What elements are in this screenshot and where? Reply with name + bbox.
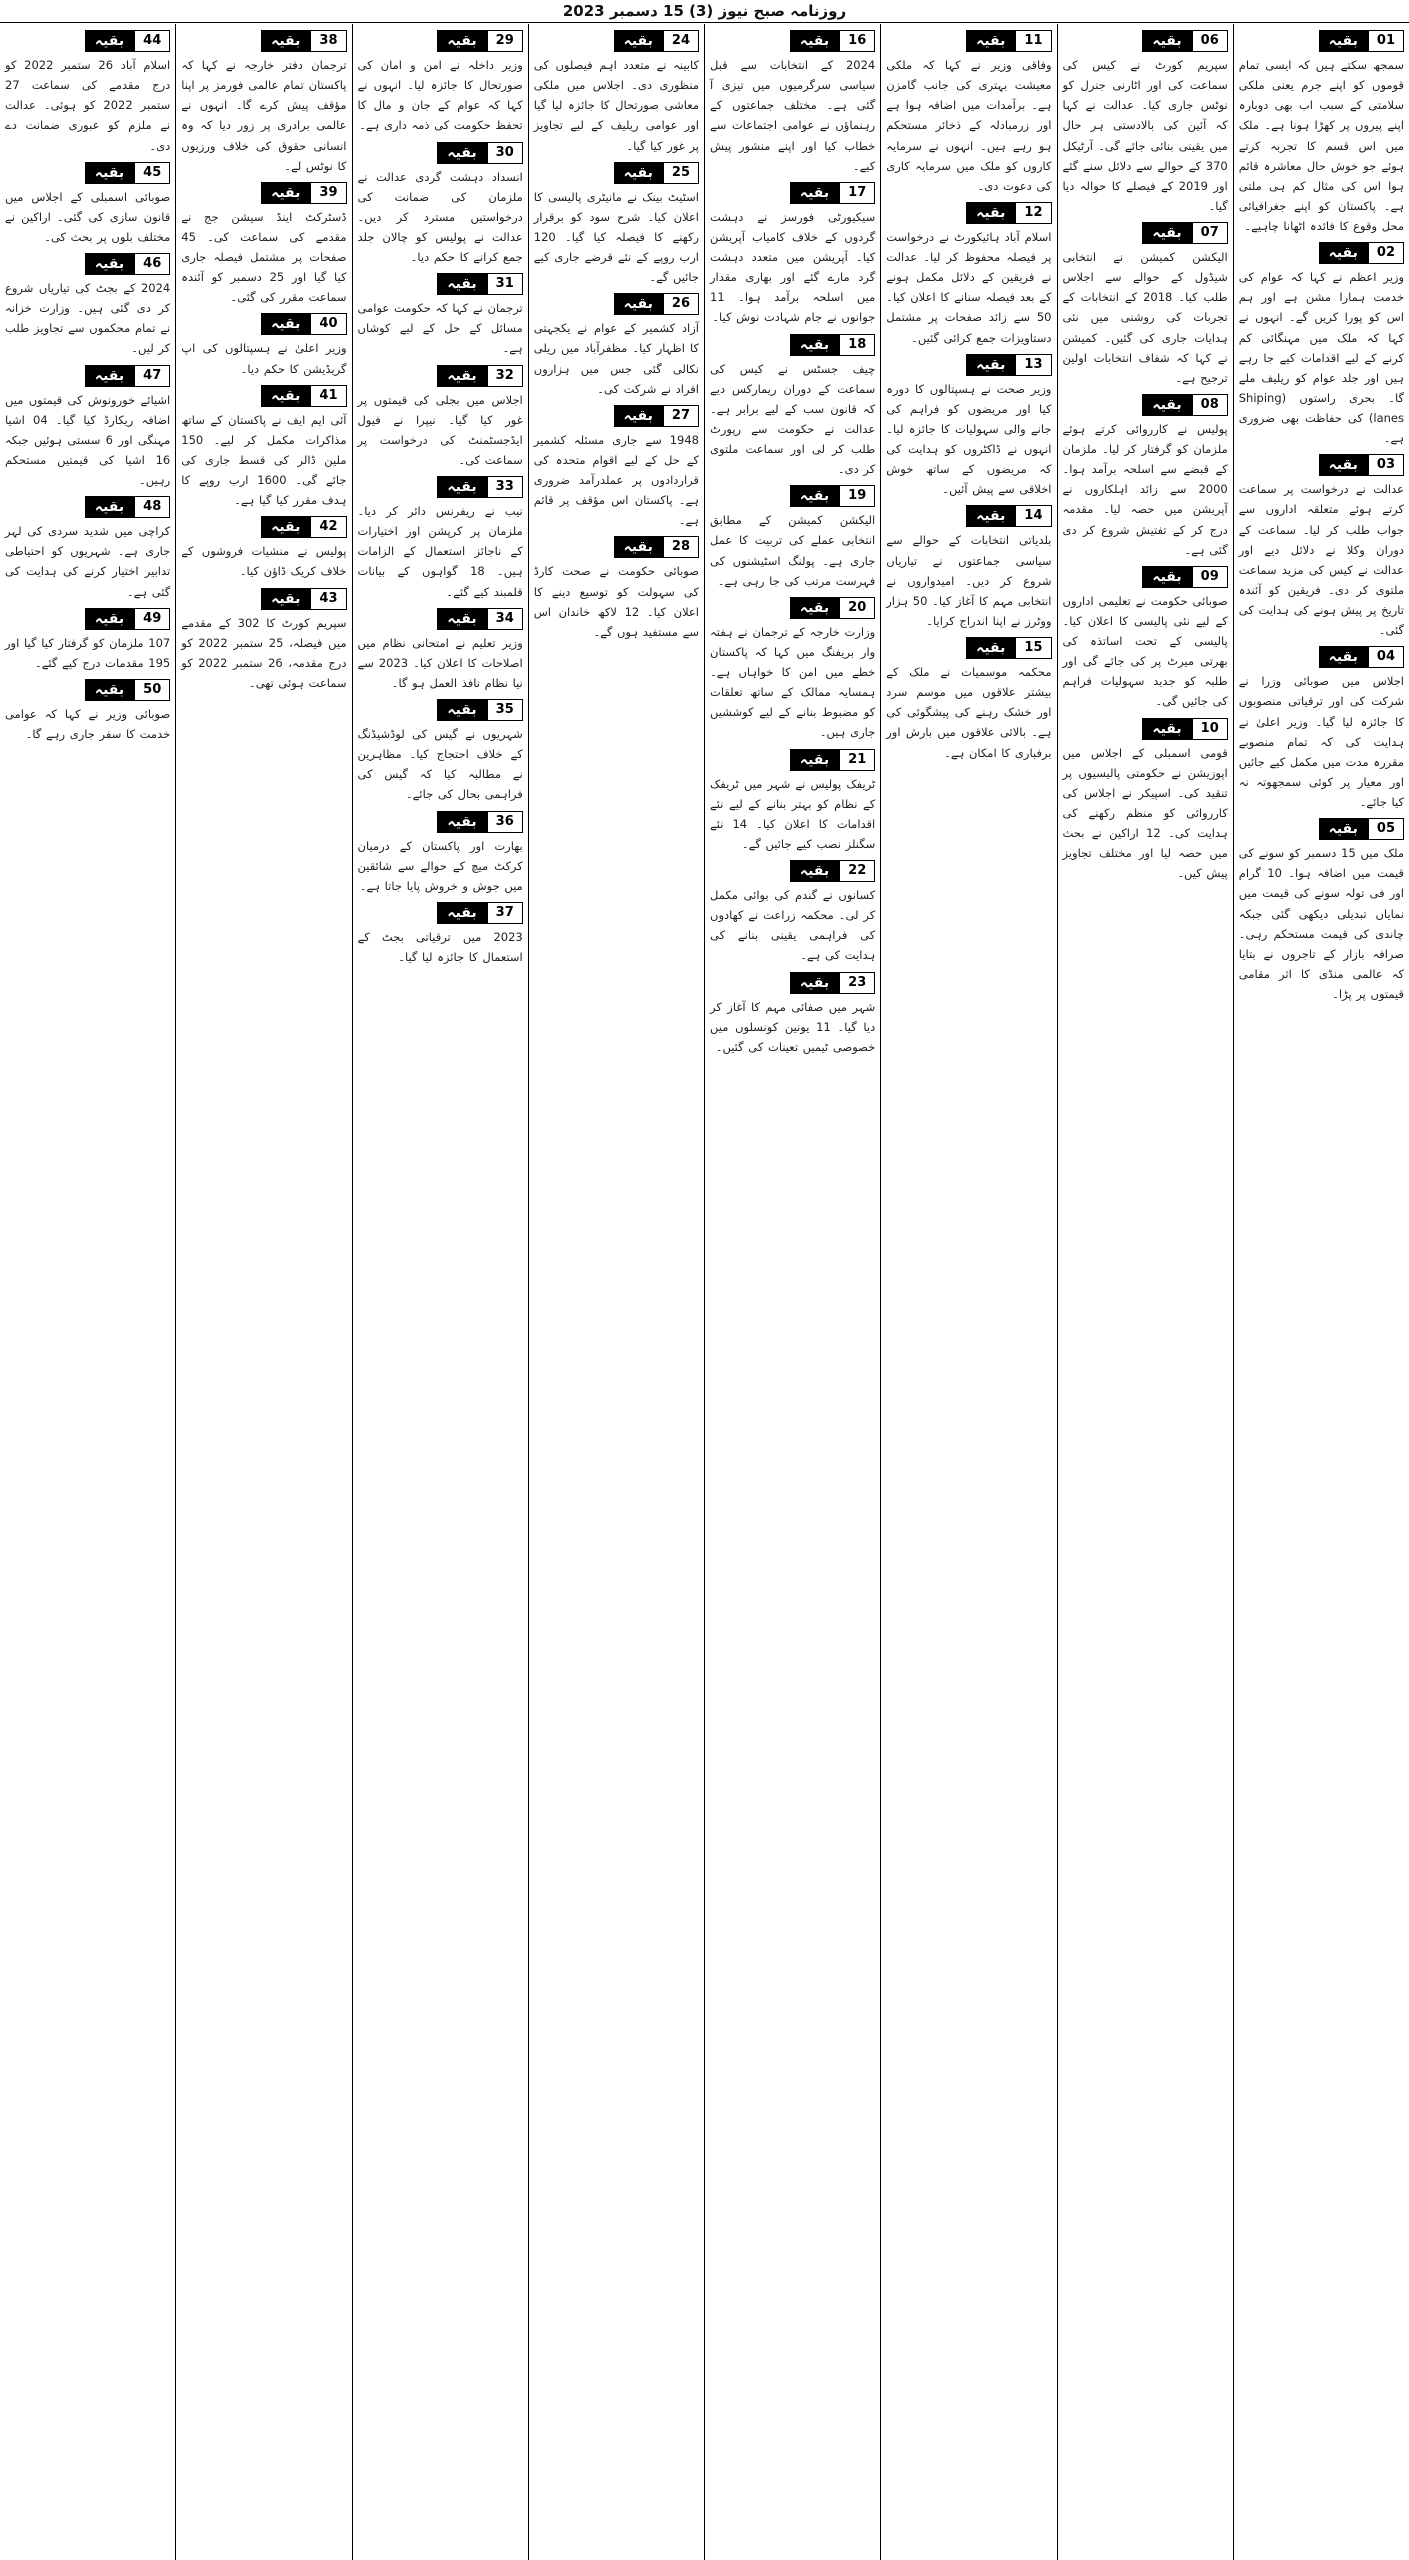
continuation-header <box>5 162 170 184</box>
continuation-header <box>358 365 523 387</box>
continuation-header <box>886 30 1051 52</box>
continuation-text: اجلاس میں بجلی کی قیمتوں پر غور کیا گیا۔ نیپرا نے فیول ایڈجسٹمنٹ کی درخواست پر سماعت کی۔ <box>357 392 523 467</box>
continuation-header <box>886 354 1051 376</box>
baqiya-label: بقیہ <box>437 699 486 721</box>
continuation-block <box>1239 30 1404 236</box>
newspaper-page <box>0 24 1409 2560</box>
continuation-number: 12 <box>1015 202 1051 224</box>
continuation-block <box>181 313 346 378</box>
continuation-block <box>710 972 875 1057</box>
baqiya-label: بقیہ <box>1142 30 1191 52</box>
continuation-number: 11 <box>1015 30 1051 52</box>
baqiya-label: بقیہ <box>437 811 486 833</box>
continuation-number: 40 <box>310 313 346 335</box>
continuation-header <box>1063 566 1228 588</box>
continuation-number: 32 <box>487 365 523 387</box>
continuation-block <box>358 608 523 693</box>
continuation-block <box>181 30 346 176</box>
continuation-block <box>358 476 523 602</box>
continuation-block <box>181 588 346 694</box>
baqiya-label: بقیہ <box>966 505 1015 527</box>
baqiya-label: بقیہ <box>437 30 486 52</box>
continuation-number: 19 <box>839 485 875 507</box>
baqiya-label: بقیہ <box>261 588 310 610</box>
continuation-header <box>710 860 875 882</box>
continuation-text: انسداد دہشت گردی عدالت نے ملزمان کی ضمانت کی درخواستیں مسترد کر دیں۔ عدالت نے پولیس کو چالان جلد جمع کرانے کا حکم دیا۔ <box>357 169 523 264</box>
continuation-text: 1948 سے جاری مسئلہ کشمیر کے حل کے لیے اقوام متحدہ کی قراردادوں پر عملدرآمد ضروری ہے۔ پاکستان اس مؤقف پر قائم ہے۔ <box>533 432 699 528</box>
continuation-block <box>710 597 875 743</box>
continuation-number: 09 <box>1192 566 1228 588</box>
continuation-block <box>5 162 170 247</box>
baqiya-label: بقیہ <box>614 293 663 315</box>
news-column <box>528 24 704 2560</box>
continuation-header <box>5 608 170 630</box>
continuation-number: 24 <box>663 30 699 52</box>
news-column <box>880 24 1056 2560</box>
continuation-number: 21 <box>839 749 875 771</box>
continuation-block <box>886 202 1051 348</box>
baqiya-label: بقیہ <box>261 182 310 204</box>
baqiya-label: بقیہ <box>261 30 310 52</box>
news-column <box>0 24 175 2560</box>
continuation-block <box>886 637 1051 763</box>
continuation-header <box>5 679 170 701</box>
continuation-header <box>5 253 170 275</box>
continuation-header <box>358 811 523 833</box>
baqiya-label: بقیہ <box>614 30 663 52</box>
continuation-block <box>710 860 875 966</box>
page-masthead: روزنامہ صبح نیوز (3) 15 دسمبر 2023 <box>0 0 1409 23</box>
continuation-number: 35 <box>487 699 523 721</box>
baqiya-label: بقیہ <box>790 972 839 994</box>
continuation-header <box>181 30 346 52</box>
baqiya-label: بقیہ <box>1319 242 1368 264</box>
continuation-text: ترجمان دفتر خارجہ نے کہا کہ پاکستان تمام عالمی فورمز پر اپنا مؤقف پیش کرے گا۔ انہوں نے عالمی برادری پر زور دیا کہ وہ انسانی حقوق کی خلاف ورزیوں کا نوٹس لے۔ <box>181 58 347 173</box>
baqiya-label: بقیہ <box>85 365 134 387</box>
continuation-header <box>181 588 346 610</box>
continuation-number: 47 <box>134 365 170 387</box>
baqiya-label: بقیہ <box>437 273 486 295</box>
continuation-block <box>5 365 170 491</box>
continuation-block <box>710 30 875 176</box>
continuation-text: قومی اسمبلی کے اجلاس میں اپوزیشن نے حکومتی پالیسیوں پر تنقید کی۔ اسپیکر نے اجلاس کی کارروائی کو منظم رکھنے کی ہدایت کی۔ 12 اراکین نے بحث میں حصہ لیا اور مختلف تجاویز پیش کیں۔ <box>1062 745 1228 881</box>
continuation-number: 34 <box>487 608 523 630</box>
baqiya-label: بقیہ <box>1319 818 1368 840</box>
baqiya-label: بقیہ <box>85 162 134 184</box>
continuation-text: صوبائی اسمبلی کے اجلاس میں قانون سازی کی گئی۔ اراکین نے مختلف بلوں پر بحث کی۔ <box>5 189 171 244</box>
continuation-text: نیب نے ریفرنس دائر کر دیا۔ ملزمان پر کرپشن اور اختیارات کے ناجائز استعمال کے الزامات ہیں۔ 18 گواہوں کے بیانات قلمبند کیے گئے۔ <box>357 504 523 599</box>
continuation-text: وزیر اعلیٰ نے ہسپتالوں کی اپ گریڈیشن کا حکم دیا۔ <box>181 341 347 376</box>
continuation-header <box>181 516 346 538</box>
continuation-number: 44 <box>134 30 170 52</box>
continuation-number: 10 <box>1192 718 1228 740</box>
continuation-number: 31 <box>487 273 523 295</box>
continuation-text: اسٹیٹ بینک نے مانیٹری پالیسی کا اعلان کیا۔ شرح سود کو برقرار رکھنے کا فیصلہ کیا گیا۔ 120 ارب روپے کے نئے قرضے جاری کیے جائیں گے۔ <box>533 189 699 285</box>
baqiya-label: بقیہ <box>1142 222 1191 244</box>
continuation-header <box>1239 242 1404 264</box>
continuation-block <box>1239 646 1404 812</box>
baqiya-label: بقیہ <box>1142 566 1191 588</box>
baqiya-label: بقیہ <box>437 476 486 498</box>
continuation-header <box>1239 30 1404 52</box>
continuation-header <box>710 485 875 507</box>
continuation-block <box>5 30 170 156</box>
continuation-header <box>534 162 699 184</box>
baqiya-label: بقیہ <box>85 496 134 518</box>
baqiya-label: بقیہ <box>614 536 663 558</box>
continuation-number: 41 <box>310 385 346 407</box>
baqiya-label: بقیہ <box>1319 646 1368 668</box>
continuation-number: 33 <box>487 476 523 498</box>
baqiya-label: بقیہ <box>85 679 134 701</box>
continuation-text: 2023 میں ترقیاتی بجٹ کے استعمال کا جائزہ لیا گیا۔ <box>357 929 523 964</box>
continuation-text: آزاد کشمیر کے عوام نے یکجہتی کا اظہار کیا۔ مظفرآباد میں ریلی نکالی گئی جس میں ہزاروں افراد نے شرکت کی۔ <box>533 321 699 396</box>
continuation-text: چیف جسٹس نے کیس کی سماعت کے دوران ریمارکس دیے کہ قانون سب کے لیے برابر ہے۔ عدالت نے حکومت سے رپورٹ طلب کر لی اور سماعت ملتوی کر دی۔ <box>710 361 876 477</box>
baqiya-label: بقیہ <box>790 597 839 619</box>
continuation-block <box>534 536 699 642</box>
continuation-header <box>181 182 346 204</box>
continuation-header <box>1063 222 1228 244</box>
continuation-header <box>710 972 875 994</box>
baqiya-label: بقیہ <box>1142 718 1191 740</box>
news-column <box>704 24 880 2560</box>
continuation-text: ڈسٹرکٹ اینڈ سیشن جج نے مقدمے کی سماعت کی۔ 45 صفحات پر مشتمل فیصلہ جاری کیا گیا اور 25 دسمبر کو آئندہ سماعت مقرر کی گئی۔ <box>181 209 347 305</box>
continuation-text: ٹریفک پولیس نے شہر میں ٹریفک کے نظام کو بہتر بنانے کے لیے نئے اقدامات کا اعلان کیا۔ 14 نئے سگنلز نصب کیے جائیں گے۔ <box>710 776 876 851</box>
continuation-block <box>1239 242 1404 448</box>
continuation-header <box>358 30 523 52</box>
continuation-header <box>534 293 699 315</box>
continuation-text: ترجمان نے کہا کہ حکومت عوامی مسائل کے حل کے لیے کوشاں ہے۔ <box>357 301 523 356</box>
continuation-text: سیکیورٹی فورسز نے دہشت گردوں کے خلاف کامیاب آپریشن کیا۔ آپریشن میں متعدد دہشت گرد مارے گئے اور بھاری مقدار میں اسلحہ برآمد ہوا۔ 11 جوانوں نے جام شہادت نوش کیا۔ <box>710 209 876 325</box>
continuation-header <box>710 182 875 204</box>
continuation-header <box>1239 454 1404 476</box>
baqiya-label: بقیہ <box>85 30 134 52</box>
continuation-block <box>358 273 523 358</box>
continuation-text: وزیر داخلہ نے امن و امان کی صورتحال کا جائزہ لیا۔ انہوں نے کہا کہ عوام کے جان و مال کا تحفظ حکومت کی ذمہ داری ہے۔ <box>357 58 523 133</box>
continuation-text: بھارت اور پاکستان کے درمیان کرکٹ میچ کے حوالے سے شائقین میں جوش و خروش پایا جاتا ہے۔ <box>357 838 523 893</box>
baqiya-label: بقیہ <box>790 30 839 52</box>
continuation-block <box>534 30 699 156</box>
continuation-text: شہر میں صفائی مہم کا آغاز کر دیا گیا۔ 11 یونین کونسلوں میں خصوصی ٹیمیں تعینات کی گئیں۔ <box>710 999 876 1054</box>
continuation-header <box>1063 718 1228 740</box>
continuation-header <box>181 385 346 407</box>
continuation-number: 13 <box>1015 354 1051 376</box>
continuation-header <box>534 30 699 52</box>
baqiya-label: بقیہ <box>85 253 134 275</box>
continuation-block <box>181 516 346 581</box>
continuation-block <box>358 30 523 136</box>
continuation-header <box>1063 30 1228 52</box>
continuation-text: آئی ایم ایف نے پاکستان کے ساتھ مذاکرات مکمل کر لیے۔ 150 ملین ڈالر کی قسط جاری کی جائے گی۔ 1600 ارب روپے کا ہدف مقرر کیا گیا ہے۔ <box>181 412 347 508</box>
continuation-text: 2024 کے بجٹ کی تیاریاں شروع کر دی گئی ہیں۔ وزارت خزانہ نے تمام محکموں سے تجاویز طلب کر لیں۔ <box>5 281 171 356</box>
baqiya-label: بقیہ <box>85 608 134 630</box>
continuation-number: 45 <box>134 162 170 184</box>
continuation-block <box>534 293 699 399</box>
continuation-block <box>181 385 346 511</box>
continuation-block <box>886 354 1051 500</box>
continuation-text: عدالت نے درخواست پر سماعت کرتے ہوئے متعلقہ اداروں سے جواب طلب کر لیا۔ سماعت کے دوران وکلا نے دلائل دیے اور عدالت نے کیس کی مزید سماعت ملتوی کر دی۔ فریقین کو آئندہ تاریخ پر پیش ہونے کی ہدایت کی گئی۔ <box>1238 482 1404 638</box>
continuation-header <box>358 699 523 721</box>
continuation-number: 50 <box>134 679 170 701</box>
continuation-header <box>358 902 523 924</box>
news-column <box>175 24 351 2560</box>
continuation-header <box>181 313 346 335</box>
continuation-header <box>5 365 170 387</box>
continuation-number: 48 <box>134 496 170 518</box>
continuation-text: اجلاس میں صوبائی وزرا نے شرکت کی اور ترقیاتی منصوبوں کا جائزہ لیا گیا۔ وزیر اعلیٰ نے ہدایت کی کہ تمام منصوبے مقررہ مدت میں مکمل کیے جائیں اور معیار پر کوئی سمجھوتہ نہ کیا جائے۔ <box>1238 674 1404 809</box>
continuation-header <box>710 749 875 771</box>
continuation-number: 36 <box>487 811 523 833</box>
continuation-block <box>1063 222 1228 388</box>
baqiya-label: بقیہ <box>966 30 1015 52</box>
continuation-text: الیکشن کمیشن کے مطابق انتخابی عملے کی تربیت کا عمل جاری ہے۔ پولنگ اسٹیشنوں کی فہرست مرتب کی جا رہی ہے۔ <box>710 513 876 588</box>
news-column <box>1233 24 1409 2560</box>
continuation-block <box>1063 394 1228 560</box>
continuation-block <box>534 405 699 531</box>
continuation-block <box>5 608 170 673</box>
continuation-text: شہریوں نے گیس کی لوڈشیڈنگ کے خلاف احتجاج کیا۔ مظاہرین نے مطالبہ کیا کہ گیس کی فراہمی بحال کی جائے۔ <box>357 727 523 802</box>
continuation-block <box>1063 30 1228 216</box>
continuation-text: وفاقی وزیر نے کہا کہ ملکی معیشت بہتری کی جانب گامزن ہے۔ برآمدات میں اضافہ ہوا ہے اور زرمبادلہ کے ذخائر مستحکم ہو رہے ہیں۔ انہوں نے سرمایہ کاروں کو ملک میں سرمایہ کاری کی دعوت دی۔ <box>886 58 1052 193</box>
continuation-header <box>1239 818 1404 840</box>
baqiya-label: بقیہ <box>790 485 839 507</box>
continuation-text: وزیر اعظم نے کہا کہ عوام کی خدمت ہمارا مشن ہے اور ہم اس کو پورا کریں گے۔ انہوں نے کہا کہ ملک میں مہنگائی کم کرنے کے لیے اقدامات کیے جا رہے ہیں اور جلد عوام کو ریلیف ملے گا۔ بحری راستوں (Shiping lanes) کی حفاظت بھی ضروری ہے۔ <box>1238 270 1404 446</box>
continuation-block <box>5 679 170 744</box>
continuation-number: 43 <box>310 588 346 610</box>
continuation-number: 49 <box>134 608 170 630</box>
continuation-header <box>358 476 523 498</box>
continuation-text: سمجھ سکتے ہیں کہ ایسی تمام قوموں کو اپنے جرم یعنی ملکی سلامتی کے سبب اب بھی دوبارہ اپنے پیروں پر کھڑا ہونا ہے۔ ملک میں اس قسم کا تجربہ کرتے ہوئے جو خوش حال معاشرہ قائم ہوا اس کی مثال کم ہی ملتی ہے۔ پاکستان کو اپنے جغرافیائی محل وقوع کا فائدہ اٹھانا چاہیے۔ <box>1238 58 1404 233</box>
continuation-number: 27 <box>663 405 699 427</box>
baqiya-label: بقیہ <box>437 365 486 387</box>
baqiya-label: بقیہ <box>261 385 310 407</box>
continuation-text: 107 ملزمان کو گرفتار کیا گیا اور 195 مقدمات درج کیے گئے۔ <box>5 635 171 670</box>
continuation-block <box>534 162 699 288</box>
continuation-block <box>1239 818 1404 1004</box>
news-column <box>1057 24 1233 2560</box>
continuation-text: صوبائی وزیر نے کہا کہ عوامی خدمت کا سفر جاری رہے گا۔ <box>5 706 171 741</box>
continuation-text: وزیر صحت نے ہسپتالوں کا دورہ کیا اور مریضوں کو فراہم کی جانے والی سہولیات کا جائزہ لیا۔ انہوں نے ڈاکٹروں کو ہدایت کی کہ مریضوں کے ساتھ خوش اخلاقی سے پیش آئیں۔ <box>886 381 1052 497</box>
continuation-number: 25 <box>663 162 699 184</box>
continuation-number: 22 <box>839 860 875 882</box>
continuation-text: پولیس نے کارروائی کرتے ہوئے ملزمان کو گرفتار کر لیا۔ ملزمان کے قبضے سے اسلحہ برآمد ہوا۔ 2000 سے زائد اہلکاروں نے آپریشن میں حصہ لیا۔ مقدمہ درج کر کے تفتیش شروع کر دی گئی ہے۔ <box>1062 421 1228 557</box>
continuation-number: 02 <box>1368 242 1404 264</box>
continuation-header <box>358 608 523 630</box>
continuation-header <box>886 505 1051 527</box>
continuation-block <box>5 253 170 359</box>
continuation-header <box>886 202 1051 224</box>
continuation-header <box>1239 646 1404 668</box>
continuation-text: 2024 کے انتخابات سے قبل سیاسی سرگرمیوں میں تیزی آ گئی ہے۔ مختلف جماعتوں کے رہنماؤں نے عوامی اجتماعات سے خطاب کیا اور اپنے منشور پیش کیے۔ <box>710 58 876 173</box>
continuation-text: اسلام آباد ہائیکورٹ نے درخواست پر فیصلہ محفوظ کر لیا۔ عدالت نے فریقین کے دلائل مکمل ہونے کے بعد فیصلہ سنانے کا اعلان کیا۔ 50 سے زائد صفحات پر مشتمل دستاویزات جمع کرائی گئیں۔ <box>886 229 1052 345</box>
continuation-number: 17 <box>839 182 875 204</box>
continuation-header <box>710 30 875 52</box>
baqiya-label: بقیہ <box>790 182 839 204</box>
continuation-header <box>534 536 699 558</box>
news-column <box>352 24 528 2560</box>
continuation-number: 05 <box>1368 818 1404 840</box>
continuation-number: 18 <box>839 334 875 356</box>
continuation-text: بلدیاتی انتخابات کے حوالے سے سیاسی جماعتوں نے تیاریاں شروع کر دیں۔ امیدواروں نے انتخابی مہم کا آغاز کیا۔ 50 ہزار ووٹرز نے اپنا اندراج کرایا۔ <box>886 533 1052 628</box>
continuation-header <box>5 30 170 52</box>
continuation-number: 06 <box>1192 30 1228 52</box>
continuation-text: ملک میں 15 دسمبر کو سونے کی قیمت میں اضافہ ہوا۔ 10 گرام اور فی تولہ سونے کی قیمت میں نمایاں تبدیلی دیکھی گئی جبکہ چاندی کی قیمت مستحکم رہی۔ صرافہ بازار کے تاجروں نے بتایا کہ عالمی منڈی کا اثر مقامی قیمتوں پر پڑا۔ <box>1238 846 1404 1001</box>
continuation-header <box>710 334 875 356</box>
continuation-text: کسانوں نے گندم کی بوائی مکمل کر لی۔ محکمہ زراعت نے کھادوں کی فراہمی یقینی بنانے کی ہدایت کی ہے۔ <box>710 888 876 963</box>
continuation-number: 15 <box>1015 637 1051 659</box>
continuation-number: 23 <box>839 972 875 994</box>
continuation-number: 30 <box>487 142 523 164</box>
continuation-block <box>181 182 346 308</box>
continuation-number: 03 <box>1368 454 1404 476</box>
continuation-block <box>358 811 523 896</box>
continuation-number: 16 <box>839 30 875 52</box>
continuation-text: اسلام آباد 26 ستمبر 2022 کو درج مقدمے کی سماعت 27 ستمبر 2022 کو ہوئی۔ عدالت نے ملزم کو عبوری ضمانت دے دی۔ <box>5 58 171 153</box>
continuation-text: کراچی میں شدید سردی کی لہر جاری ہے۔ شہریوں کو احتیاطی تدابیر اختیار کرنے کی ہدایت کی گئی ہے۔ <box>5 524 171 599</box>
continuation-text: سپریم کورٹ نے کیس کی سماعت کی اور اٹارنی جنرل کو نوٹس جاری کیا۔ عدالت نے کہا کہ آئین کی بالادستی ہر حال میں یقینی بنائی جائے گی۔ آرٹیکل 370 کے حوالے سے دلائل سنے گئے اور 2019 کے فیصلے کا حوالہ دیا گیا۔ <box>1062 58 1228 213</box>
continuation-header <box>1063 394 1228 416</box>
continuation-header <box>358 273 523 295</box>
continuation-number: 07 <box>1192 222 1228 244</box>
baqiya-label: بقیہ <box>1319 454 1368 476</box>
baqiya-label: بقیہ <box>437 142 486 164</box>
continuation-text: وزیر تعلیم نے امتحانی نظام میں اصلاحات کا اعلان کیا۔ 2023 سے نیا نظام نافذ العمل ہو گا۔ <box>357 635 523 690</box>
continuation-block <box>710 485 875 591</box>
continuation-number: 14 <box>1015 505 1051 527</box>
continuation-block <box>358 699 523 805</box>
baqiya-label: بقیہ <box>790 334 839 356</box>
continuation-number: 46 <box>134 253 170 275</box>
continuation-block <box>358 365 523 471</box>
continuation-number: 26 <box>663 293 699 315</box>
continuation-block <box>710 182 875 328</box>
continuation-number: 37 <box>487 902 523 924</box>
continuation-number: 01 <box>1368 30 1404 52</box>
continuation-text: وزارت خارجہ کے ترجمان نے ہفتہ وار بریفنگ میں کہا کہ پاکستان خطے میں امن کا خواہاں ہے۔ ہمسایہ ممالک کے ساتھ تعلقات کو مضبوط بنانے کے لیے کوششیں جاری ہیں۔ <box>710 624 876 740</box>
baqiya-label: بقیہ <box>966 637 1015 659</box>
continuation-number: 28 <box>663 536 699 558</box>
continuation-text: کابینہ نے متعدد اہم فیصلوں کی منظوری دی۔ اجلاس میں ملکی معاشی صورتحال کا جائزہ لیا گیا اور عوامی ریلیف کے لیے تجاویز پر غور کیا گیا۔ <box>533 58 699 153</box>
baqiya-label: بقیہ <box>966 354 1015 376</box>
continuation-number: 04 <box>1368 646 1404 668</box>
continuation-block <box>886 30 1051 196</box>
continuation-text: الیکشن کمیشن نے انتخابی شیڈول کے حوالے سے اجلاس طلب کیا۔ 2018 کے انتخابات کے تجربات کی روشنی میں نئی ہدایات جاری کی گئیں۔ کمیشن نے کہا کہ شفاف انتخابات اولین ترجیح ہے۔ <box>1062 250 1228 385</box>
baqiya-label: بقیہ <box>614 405 663 427</box>
baqiya-label: بقیہ <box>1142 394 1191 416</box>
continuation-header <box>358 142 523 164</box>
continuation-number: 29 <box>487 30 523 52</box>
continuation-block <box>358 142 523 268</box>
continuation-number: 20 <box>839 597 875 619</box>
continuation-header <box>710 597 875 619</box>
continuation-text: محکمہ موسمیات نے ملک کے بیشتر علاقوں میں موسم سرد اور خشک رہنے کی پیشگوئی کی ہے۔ بالائی علاقوں میں بارش اور برفباری کا امکان ہے۔ <box>886 665 1052 760</box>
continuation-header <box>534 405 699 427</box>
continuation-header <box>5 496 170 518</box>
baqiya-label: بقیہ <box>1319 30 1368 52</box>
baqiya-label: بقیہ <box>437 608 486 630</box>
continuation-header <box>886 637 1051 659</box>
baqiya-label: بقیہ <box>614 162 663 184</box>
baqiya-label: بقیہ <box>790 749 839 771</box>
continuation-block <box>710 749 875 855</box>
baqiya-label: بقیہ <box>261 516 310 538</box>
continuation-number: 42 <box>310 516 346 538</box>
continuation-text: سپریم کورٹ کا 302 کے مقدمے میں فیصلہ، 25 ستمبر 2022 کو درج مقدمہ، 26 ستمبر 2022 کو سماعت ہوئی تھی۔ <box>181 615 347 690</box>
continuation-text: پولیس نے منشیات فروشوں کے خلاف کریک ڈاؤن کیا۔ <box>181 544 347 579</box>
baqiya-label: بقیہ <box>790 860 839 882</box>
continuation-block <box>710 334 875 480</box>
continuation-text: صوبائی حکومت نے صحت کارڈ کی سہولت کو توسیع دینے کا اعلان کیا۔ 12 لاکھ خاندان اس سے مستفید ہوں گے۔ <box>533 564 699 639</box>
continuation-text: اشیائے خورونوش کی قیمتوں میں اضافہ ریکارڈ کیا گیا۔ 04 اشیا مہنگی اور 6 سستی ہوئیں جبکہ 16 اشیا کی قیمتیں مستحکم رہیں۔ <box>5 392 171 487</box>
continuation-number: 08 <box>1192 394 1228 416</box>
continuation-block <box>1063 566 1228 712</box>
continuation-block <box>358 902 523 967</box>
continuation-block <box>1239 454 1404 640</box>
continuation-text: صوبائی حکومت نے تعلیمی اداروں کے لیے نئی پالیسی کا اعلان کیا۔ پالیسی کے تحت اساتذہ کی بھرتی میرٹ پر کی جائے گی اور طلبہ کو جدید سہولیات فراہم کی جائیں گی۔ <box>1062 593 1228 709</box>
continuation-block <box>1063 718 1228 884</box>
baqiya-label: بقیہ <box>437 902 486 924</box>
continuation-number: 39 <box>310 182 346 204</box>
continuation-block <box>886 505 1051 631</box>
baqiya-label: بقیہ <box>261 313 310 335</box>
continuation-number: 38 <box>310 30 346 52</box>
continuation-block <box>5 496 170 602</box>
baqiya-label: بقیہ <box>966 202 1015 224</box>
